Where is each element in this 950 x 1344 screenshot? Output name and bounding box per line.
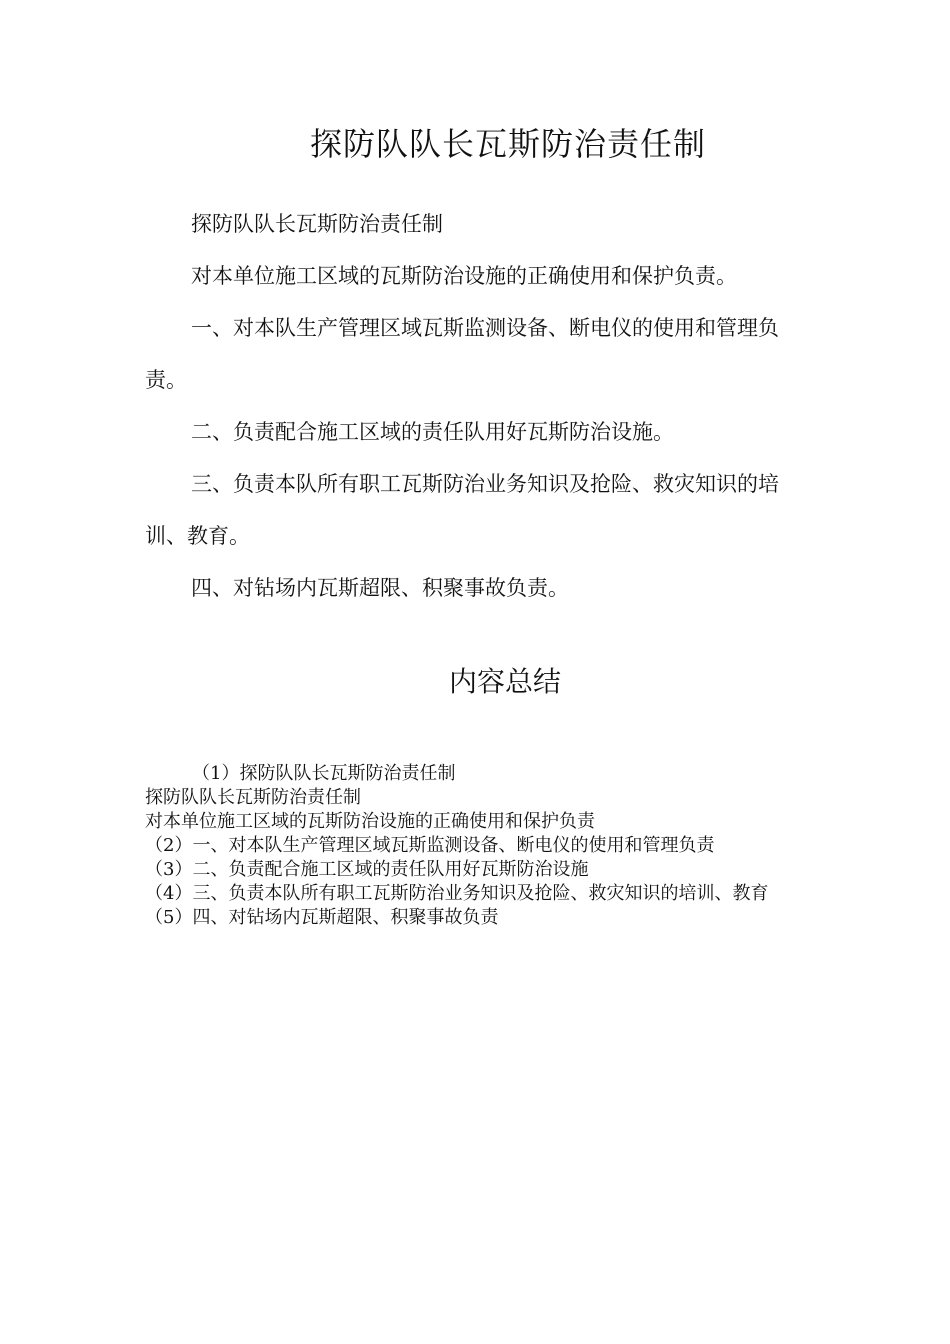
summary-line: （2）一、对本队生产管理区域瓦斯监测设备、断电仪的使用和管理负责 (145, 835, 715, 856)
paragraph: 三、负责本队所有职工瓦斯防治业务知识及抢险、救灾知识的培训、教育。 (145, 472, 779, 548)
summary-line: 探防队队长瓦斯防治责任制 (145, 787, 361, 808)
paragraph: 一、对本队生产管理区域瓦斯监测设备、断电仪的使用和管理负责。 (145, 316, 779, 392)
paragraph: 四、对钻场内瓦斯超限、积聚事故负责。 (191, 576, 569, 600)
summary-line: （3）二、负责配合施工区域的责任队用好瓦斯防治设施 (145, 859, 589, 880)
document-title: 探防队队长瓦斯防治责任制 (309, 125, 706, 163)
paragraph: 二、负责配合施工区域的责任队用好瓦斯防治设施。 (191, 420, 674, 444)
summary-line: （5）四、对钻场内瓦斯超限、积聚事故负责 (145, 907, 499, 928)
summary-line: （4）三、负责本队所有职工瓦斯防治业务知识及抢险、救灾知识的培训、教育 (145, 883, 769, 904)
summary-list (145, 762, 810, 930)
summary-title: 内容总结 (448, 665, 561, 698)
paragraph: 探防队队长瓦斯防治责任制 (191, 212, 443, 236)
document-body (145, 198, 805, 614)
summary-line: 对本单位施工区域的瓦斯防治设施的正确使用和保护负责 (145, 811, 595, 832)
paragraph: 对本单位施工区域的瓦斯防治设施的正确使用和保护负责。 (191, 264, 737, 288)
summary-line: （1）探防队队长瓦斯防治责任制 (192, 763, 456, 784)
